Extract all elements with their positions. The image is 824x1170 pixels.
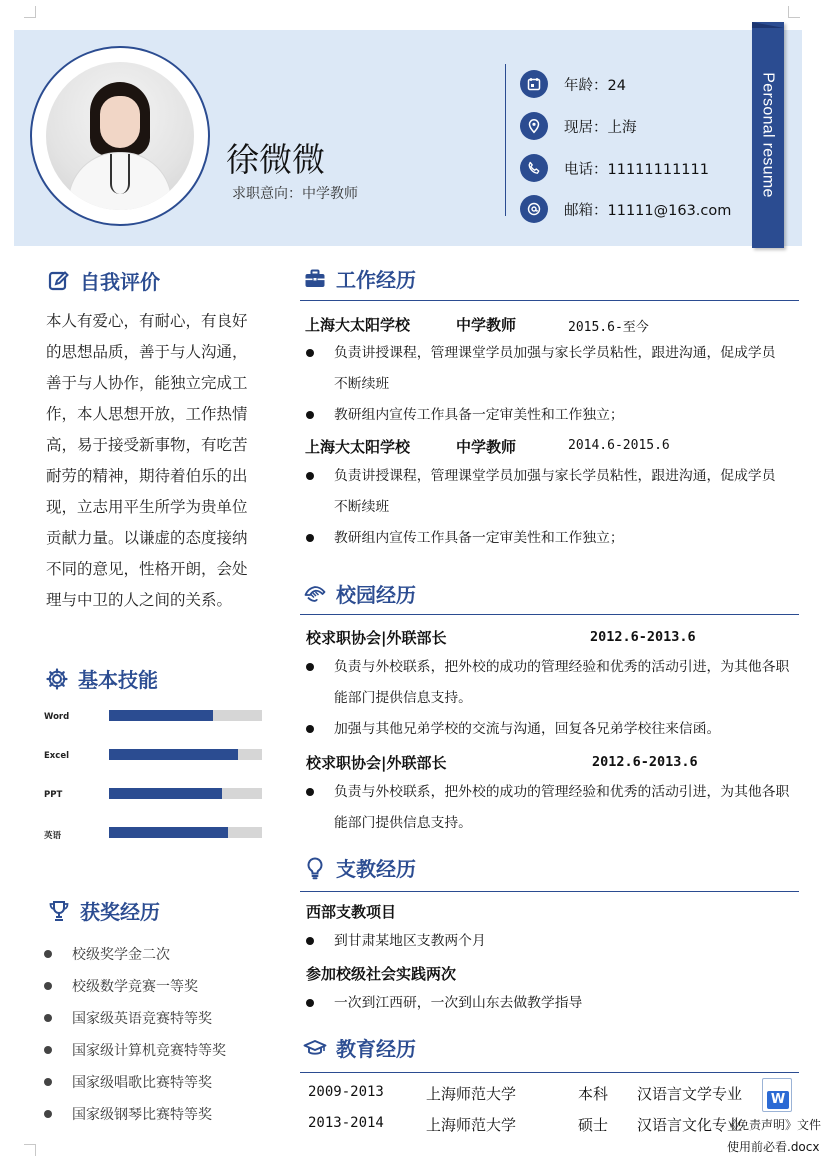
file-name-line1[interactable]: 《免责声明》文件	[725, 1118, 822, 1132]
self-eval-text: 本人有爱心，有耐心，有良好 的思想品质，善于与人沟通， 善于与人协作，能独立完成工 作，本人思想开放，工作热情 高，易于接受新事物，有吃苦 耐劳的精神，期待着伯乐的出 现，立志用平生所学为贵单位 贡献力量。以谦虚的态度接纳 不同的意见，性格开朗，会处 理与中卫的人之间的关系。	[46, 312, 248, 609]
edu-school: 上海师范大学	[426, 1085, 517, 1103]
skill-bar-fill	[109, 710, 213, 721]
campus-bullet: 加强与其他兄弟学校的交流与沟通，回复各兄弟学校往来信函。	[306, 714, 792, 745]
award-item: 校级数学竞赛一等奖	[44, 976, 198, 996]
job-role: 中学教师	[456, 316, 517, 334]
section-rule	[300, 891, 799, 892]
skill-bar-track	[109, 788, 262, 799]
skill-bar-track	[109, 710, 262, 721]
job-bullet: 负责讲授课程，管理课堂学员加强与家长学员粘性，跟进沟通，促成学员不断续班	[306, 338, 786, 400]
support-project: 参加校级社会实践两次	[306, 965, 457, 983]
edu-major: 汉语言文学专业	[637, 1085, 743, 1103]
job-bullet: 负责讲授课程，管理课堂学员加强与家长学员粘性，跟进沟通，促成学员不断续班	[306, 461, 786, 523]
award-item: 国家级唱歌比赛特等奖	[44, 1072, 212, 1092]
skill-label: PPT	[44, 790, 63, 800]
support-bullet: 一次到江西研，一次到山东去做教学指导	[306, 988, 792, 1019]
edu-major: 汉语言文化专业	[637, 1116, 743, 1134]
section-title-awards: 获奖经历	[46, 896, 160, 925]
edu-years: 2009-2013	[308, 1084, 384, 1100]
award-item: 国家级钢琴比赛特等奖	[44, 1104, 212, 1124]
award-item: 国家级英语竞赛特等奖	[44, 1008, 212, 1028]
skill-bar-track	[109, 827, 262, 838]
handshake-icon	[302, 581, 328, 607]
job-role: 中学教师	[456, 438, 517, 456]
edu-degree: 本科	[578, 1085, 609, 1103]
file-name-line2[interactable]: 使用前必看.docx	[727, 1140, 820, 1154]
campus-date: 2012.6-2013.6	[590, 629, 696, 645]
email-icon	[520, 195, 548, 223]
lightbulb-icon	[302, 855, 328, 881]
trophy-icon	[46, 898, 72, 924]
info-phone	[520, 154, 709, 182]
info-location-text: 现居：上海	[564, 119, 637, 136]
skill-label: 英语	[44, 831, 62, 841]
edu-years: 2013-2014	[308, 1115, 384, 1131]
support-bullet: 到甘肃某地区支教两个月	[306, 926, 792, 957]
section-rule	[300, 300, 799, 301]
section-title-work: 工作经历	[302, 264, 416, 293]
briefcase-icon	[302, 266, 328, 292]
skill-bar-track	[109, 749, 262, 760]
resume-tab-label: Personal resume	[760, 72, 778, 198]
info-age-text: 年龄：24	[564, 77, 626, 94]
edit-icon	[46, 268, 72, 294]
header-divider	[505, 64, 506, 216]
campus-org: 校求职协会|外联部长	[306, 629, 447, 647]
job-org: 上海大太阳学校	[305, 438, 411, 456]
graduation-cap-icon	[302, 1035, 328, 1061]
skill-bar-fill	[109, 827, 228, 838]
location-icon	[520, 112, 548, 140]
info-email	[520, 195, 731, 223]
info-age	[520, 70, 626, 98]
skill-bar-fill	[109, 749, 238, 760]
section-rule	[300, 614, 799, 615]
section-title-skills: 基本技能	[44, 664, 158, 693]
profile-photo	[46, 62, 194, 210]
campus-org: 校求职协会|外联部长	[306, 754, 447, 772]
support-project: 西部支教项目	[306, 903, 397, 921]
page-corner-mark	[24, 1144, 36, 1156]
calendar-icon	[520, 70, 548, 98]
skill-label: Word	[44, 712, 70, 722]
job-org: 上海大太阳学校	[305, 316, 411, 334]
page-corner-mark	[788, 6, 800, 18]
avatar	[30, 46, 210, 226]
campus-date: 2012.6-2013.6	[592, 754, 698, 770]
info-location	[520, 112, 637, 140]
job-bullet: 教研组内宣传工作具备一定审美性和工作独立；	[306, 523, 786, 554]
section-title-self-eval: 自我评价	[46, 266, 160, 295]
gear-icon	[44, 666, 70, 692]
section-title-support: 支教经历	[302, 853, 416, 882]
section-title-campus: 校园经历	[302, 579, 416, 608]
section-title-education: 教育经历	[302, 1033, 416, 1062]
edu-school: 上海师范大学	[426, 1116, 517, 1134]
job-intent: 求职意向：中学教师	[232, 186, 358, 202]
skill-bar-fill	[109, 788, 222, 799]
skill-label: Excel	[44, 751, 70, 761]
edu-degree: 硕士	[578, 1116, 609, 1134]
info-email-text: 邮箱：11111@163.com	[564, 202, 732, 219]
award-item: 校级奖学金二次	[44, 944, 170, 964]
phone-icon	[520, 154, 548, 182]
job-date: 2014.6-2015.6	[568, 438, 670, 453]
campus-bullet: 负责与外校联系，把外校的成功的管理经验和优秀的活动引进，为其他各职能部门提供信息支持。	[306, 652, 792, 714]
campus-bullet: 负责与外校联系，把外校的成功的管理经验和优秀的活动引进，为其他各职能部门提供信息支持。	[306, 777, 792, 839]
job-date: 2015.6-至今	[568, 320, 649, 335]
info-phone-text: 电话：11111111111	[564, 161, 709, 178]
candidate-name: 徐微微	[226, 140, 325, 179]
word-file-icon[interactable]: W	[762, 1078, 792, 1112]
page-corner-mark	[24, 6, 36, 18]
award-item: 国家级计算机竞赛特等奖	[44, 1040, 226, 1060]
job-bullet: 教研组内宣传工作具备一定审美性和工作独立；	[306, 400, 786, 431]
section-rule	[300, 1072, 799, 1073]
